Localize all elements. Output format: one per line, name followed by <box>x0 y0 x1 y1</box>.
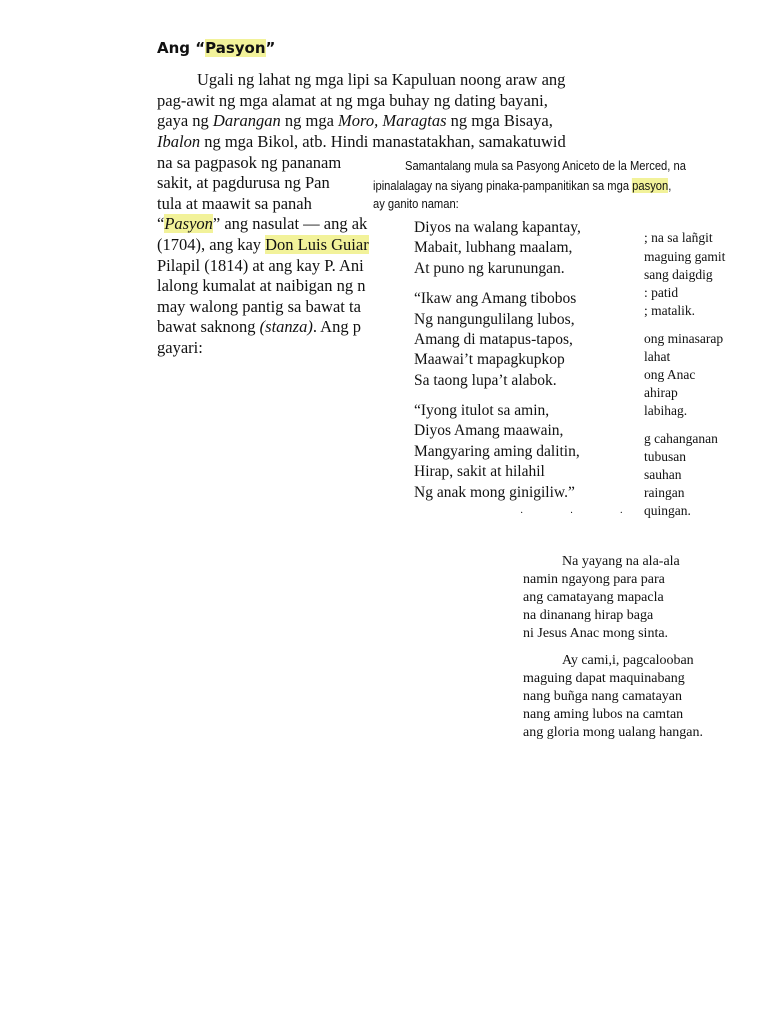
title-highlight: Pasyon <box>205 39 266 57</box>
fragment-line: ong Anac <box>644 367 696 382</box>
fragment-line: maguing gamit <box>644 249 726 264</box>
body-line: (1704), ang kay Don Luis Guiar <box>157 235 369 254</box>
poem-line: Diyos Amang maawain, <box>414 422 564 439</box>
old-poem-line: Na yayang na ala-ala <box>562 554 680 569</box>
body-line: “Pasyon” ang nasulat — ang ak <box>157 214 368 233</box>
body-line: Ibalon ng mga Bikol, atb. Hindi manastatakhan, samakatuwid <box>157 132 566 151</box>
fragment-line: sang daigdig <box>644 267 713 282</box>
body-line: na sa pagpasok ng pananam <box>157 153 342 172</box>
body-line: pag-awit ng mga alamat at ng mga buhay ng dating bayani, <box>157 91 548 110</box>
fragment-line: raingan <box>644 485 685 500</box>
body-line: Pilapil (1814) at ang kay P. Ani <box>157 256 364 275</box>
caption-line: ay ganito naman: <box>373 196 459 211</box>
poem-line: “Ikaw ang Amang tibobos <box>414 290 577 307</box>
poem-line: Ng anak mong ginigiliw.” <box>414 484 575 501</box>
poem-line: Sa taong lupa’t alabok. <box>414 372 557 389</box>
poem-line: Amang di matapus-tapos, <box>414 331 573 348</box>
poem-line: Ng nangungulilang lubos, <box>414 311 575 328</box>
title-suffix: ” <box>265 39 276 57</box>
old-poem-line: nang aming lubos na camtan <box>523 707 684 722</box>
fragment-line: : patid <box>644 285 679 300</box>
print-specks: · · · <box>520 508 645 519</box>
poem-line: Maawai’t mapagkupkop <box>414 351 565 368</box>
body-line: gaya ng Darangan ng mga Moro, Maragtas ng mga Bisaya, <box>157 111 553 130</box>
body-line: bawat saknong (stanza). Ang p <box>157 317 361 336</box>
old-poem-line: maguing dapat maquinabang <box>523 671 685 686</box>
poem-line: At puno ng karunungan. <box>414 260 565 277</box>
body-line: tula at maawit sa panah <box>157 194 312 213</box>
fragment-line: lahat <box>644 349 671 364</box>
body-line: lalong kumalat at naibigan ng n <box>157 276 366 295</box>
poem-line: “Iyong itulot sa amin, <box>414 402 550 419</box>
poem-line: Mangyaring aming dalitin, <box>414 443 580 460</box>
title-prefix: Ang “ <box>157 39 206 57</box>
fragment-line: sauhan <box>644 467 682 482</box>
body-line: sakit, at pagdurusa ng Pan <box>157 173 330 192</box>
caption-line: ipinalalagay na siyang pinaka-pampanitikan sa mga pasyon, <box>373 178 672 193</box>
old-poem-line: namin ngayong para para <box>523 572 665 587</box>
old-poem-line: ang gloria mong ualang hangan. <box>523 725 704 740</box>
fragment-line: labihag. <box>644 403 688 418</box>
body-line: gayari: <box>157 338 203 357</box>
caption-line: Samantalang mula sa Pasyong Aniceto de la Merced, na <box>405 158 686 173</box>
body-line: may walong pantig sa bawat ta <box>157 297 361 316</box>
fragment-line: g cahanganan <box>644 431 718 446</box>
fragment-line: ; matalik. <box>644 303 695 318</box>
poem-line: Hirap, sakit at hilahil <box>414 463 545 480</box>
poem-line: Mabait, lubhang maalam, <box>414 239 573 256</box>
fragment-line: tubusan <box>644 449 686 464</box>
body-line: Ugali ng lahat ng mga lipi sa Kapuluan noong araw ang <box>197 70 566 89</box>
fragment-line: quingan. <box>644 503 691 518</box>
fragment-line: ong minasarap <box>644 331 724 346</box>
fragment-line: ; na sa lañgit <box>644 230 713 245</box>
old-poem-line: nang buñga nang camatayan <box>523 689 682 704</box>
fragment-line: ahirap <box>644 385 678 400</box>
old-poem-line: Ay cami,i, pagcalooban <box>562 653 694 668</box>
old-poem-line: ang camatayang mapacla <box>523 590 664 605</box>
section-title <box>157 38 275 58</box>
old-poem-line: na dinanang hirap baga <box>523 608 654 623</box>
old-poem-line: ni Jesus Anac mong sinta. <box>523 626 669 641</box>
poem-line: Diyos na walang kapantay, <box>414 219 581 236</box>
